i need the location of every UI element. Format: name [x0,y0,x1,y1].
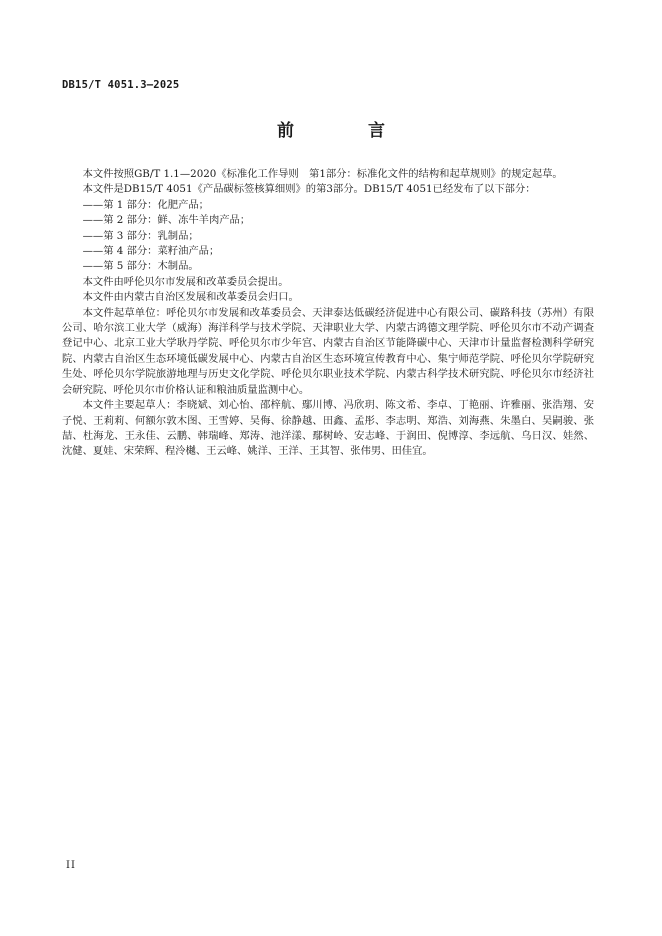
list-item: ——第 2 部分：鲜、冻牛羊肉产品； [82,214,251,227]
paragraph-administrator: 本文件由内蒙古自治区发展和改革委员会归口。 [82,291,299,304]
page-number: II [66,860,76,871]
list-item: ——第 3 部分：乳制品； [82,229,199,242]
foreword-body [62,167,594,460]
paragraph-drafting-rules: 本文件按照GB/T 1.1—2020《标准化工作导则 第1部分：标准化文件的结构和起草规则》的规定起草。 [82,168,563,180]
document-code: DB15/T 4051.3—2025 [62,79,180,91]
page-title: 前 言 [277,121,419,141]
paragraph-drafting-units: 本文件起草单位：呼伦贝尔市发展和改革委员会、天津泰达低碳经济促进中心有限公司、碳路科技（苏州）有限公司、哈尔滨工业大学（威海）海洋科学与技术学院、天津职业大学、内蒙古鸿德文理学院、呼伦贝尔市不动产调查登记中心、北京工业大学耿丹学院、呼伦贝尔市少年宫、内蒙古自治区节能降碳中心、天津市计量监督检测科学研究院、内蒙古自治区生态环境低碳发展中心、内蒙古自治区生态环境宣传教育中心、集宁师范学院、呼伦贝尔学院研究生处、呼伦贝尔学院旅游地理与历史文化学院、呼伦贝尔职业技术学院、内蒙古科学技术研究院、呼伦贝尔市经济社会研究院、呼伦贝尔市价格认证和粮油质量监测中心。 [62,306,594,396]
list-item: ——第 5 部分：木制品。 [82,260,199,273]
list-item: ——第 1 部分：化肥产品； [82,198,209,211]
list-item: ——第 4 部分：菜籽油产品； [82,245,220,258]
paragraph-drafters: 本文件主要起草人：李晓斌、刘心怡、邵梓航、鄢川博、冯欣玥、陈文希、李卓、丁艳丽、许雅丽、张浩翔、安子悦、王莉莉、何额尔敦木图、王雪婷、吴侮、徐静越、田鑫、孟彤、李志明、郑浩、刘海燕、朱墨白、吴嗣骏、张喆、杜海龙、王永佳、云鹏、韩瑞峰、郑涛、池洋漾、鄢树岭、安志峰、于润田、倪博淳、李远航、乌日汉、娃然、沈健、夏娃、宋荣辉、程泠樾、王云峰、姚洋、王洋、王其智、张伟男、田佳宜。 [62,399,594,458]
paragraph-proposer: 本文件由呼伦贝尔市发展和改革委员会提出。 [82,275,289,288]
paragraph-series-info: 本文件是DB15/T 4051《产品碳标签核算细则》的第3部分。DB15/T 4051已经发布了以下部分： [82,183,536,196]
